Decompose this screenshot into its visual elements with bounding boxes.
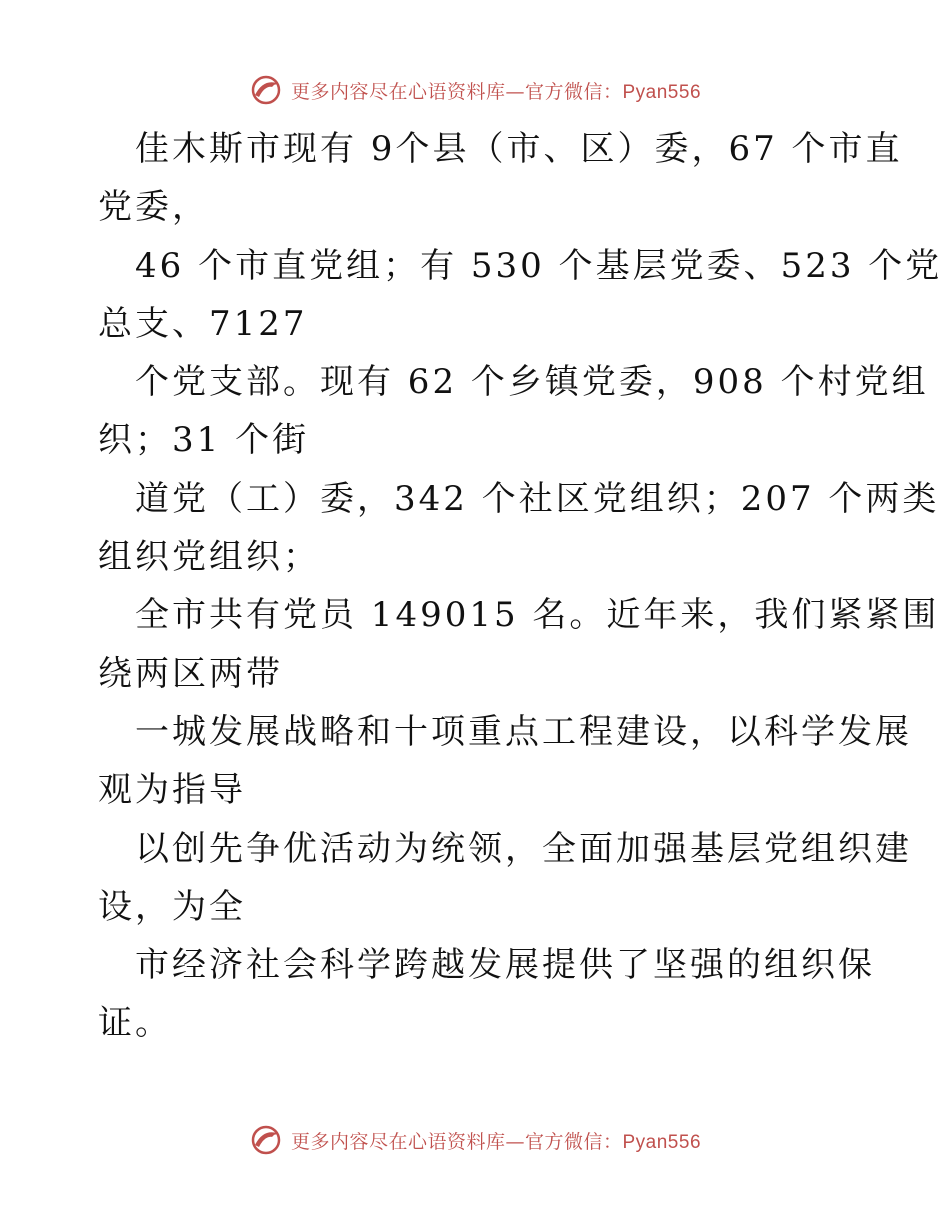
text-line: 个党支部。现有 62 个乡镇党委，908 个村党组 (135, 362, 929, 403)
text-line: 一城发展战略和十项重点工程建设，以科学发展 (135, 711, 912, 752)
text-line: 总支、7127 (98, 303, 308, 344)
document-body (98, 120, 943, 1053)
text-line: 设，为全 (98, 886, 246, 927)
text-line: 佳木斯市现有 9个县（市、区）委，67 个市直 (135, 129, 903, 169)
text-line: 全市共有党员 149015 名。近年来，我们紧紧围 (135, 595, 940, 636)
pen-logo-icon (249, 73, 283, 107)
text-line: 46 个市直党组；有 530 个基层党委、523 个党 (135, 245, 943, 286)
text-line: 组织党组织； (98, 537, 320, 578)
footer-watermark (0, 1120, 950, 1160)
text-line: 织；31 个街 (98, 420, 310, 461)
text-line: 党委， (98, 187, 209, 228)
text-line: 以创先争优活动为统领，全面加强基层党组织建 (135, 828, 912, 869)
footer-watermark-text: 更多内容尽在心语资料库—官方微信：Pyan556 (290, 1130, 702, 1153)
header-watermark (0, 70, 950, 110)
text-line: 道党（工）委，342 个社区党组织；207 个两类 (135, 478, 940, 519)
text-line: 市经济社会科学跨越发展提供了坚强的组织保 (135, 945, 875, 986)
header-watermark-text: 更多内容尽在心语资料库—官方微信：Pyan556 (290, 80, 702, 103)
text-line: 证。 (98, 1003, 172, 1044)
pen-logo-icon (249, 1123, 283, 1157)
text-line: 观为指导 (98, 770, 246, 811)
text-line: 绕两区两带 (98, 653, 283, 694)
